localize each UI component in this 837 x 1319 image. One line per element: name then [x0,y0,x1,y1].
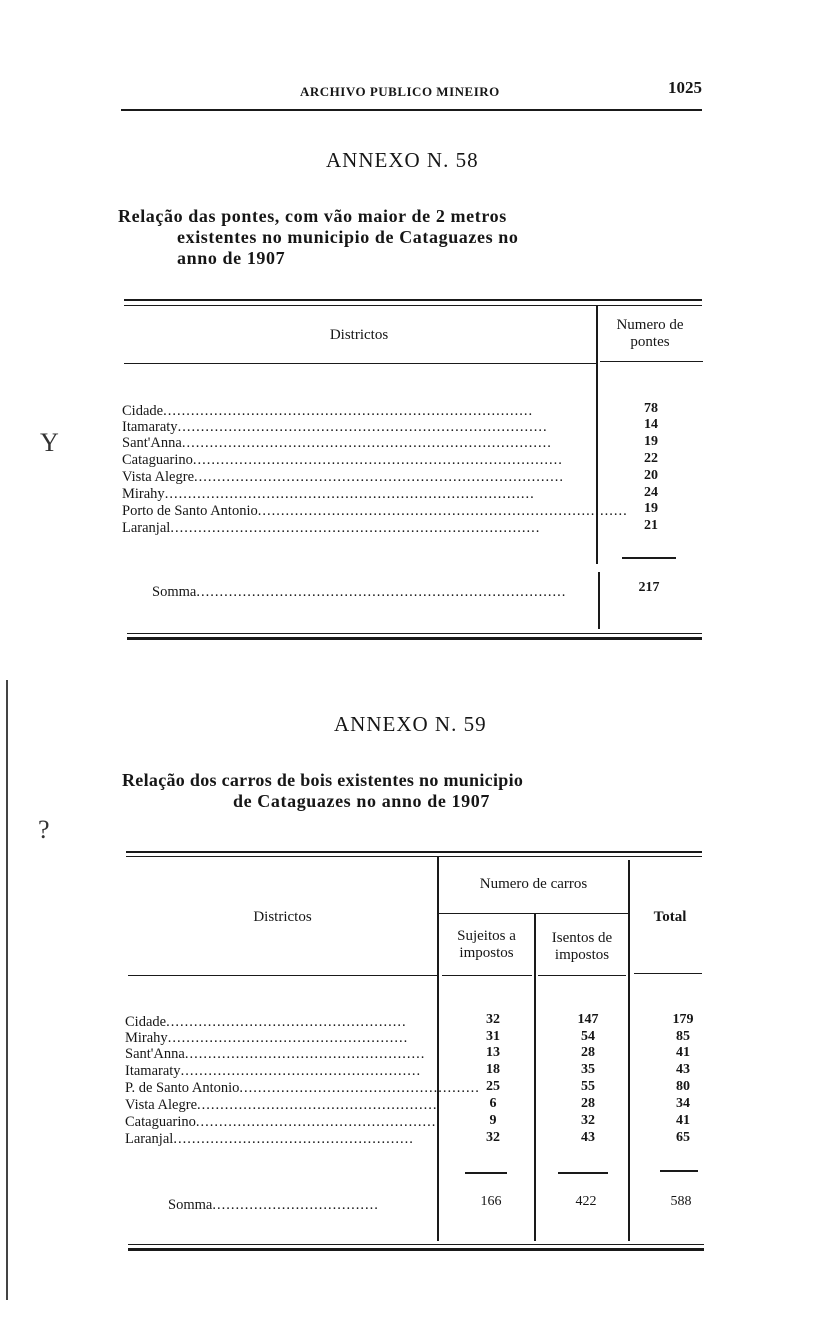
margin-mark-y: Y [40,428,59,457]
table59-total: 34 [676,1096,690,1111]
running-title: ARCHIVO PUBLICO MINEIRO [300,84,500,99]
table59-sum-taxed: 166 [480,1194,502,1209]
table59-exempt: 35 [581,1062,595,1077]
table59-header-rule [634,973,702,974]
table59-taxed: 13 [486,1045,500,1060]
table59-exempt: 28 [581,1045,595,1060]
table59-taxed: 32 [486,1012,500,1027]
table-row-district: Laranjal................................................................................ [122,520,541,536]
table59-total: 41 [676,1045,690,1060]
table59-total: 179 [672,1012,694,1027]
table59-column-divider [437,857,439,1241]
header-rule [121,109,702,111]
table59-sum-rule [558,1172,608,1174]
annex59-title: ANNEXO N. 59 [334,712,487,736]
table58-header-rule [600,361,703,362]
table58-value: 24 [644,485,658,500]
table59-exempt: 28 [581,1096,595,1111]
table-row-district: Itamaraty................................................................................ [122,419,548,435]
table-row-district: Mirahy................................................................................ [122,486,535,502]
table-row-district: Vista Alegre................................................................................ [122,469,565,485]
table58-header-count-line2: pontes [630,334,670,350]
table59-top-rule [126,856,702,857]
table58-bottom-rule [127,633,702,634]
table59-total: 80 [676,1079,690,1094]
annex58-caption-line: existentes no municipio de Cataguazes no [177,227,519,247]
table58-value: 19 [644,434,658,449]
table59-exempt: 43 [581,1130,595,1145]
margin-mark-squiggle: ? [38,815,50,844]
table-row-district: Mirahy.................................................... [125,1030,409,1046]
annex59-caption-line: Relação dos carros de bois existentes no municipio [122,770,524,790]
table-row-district: P. de Santo Antonio.................................................... [125,1080,480,1096]
table59-top-rule [126,851,702,853]
table59-taxed: 32 [486,1130,500,1145]
table59-total: 65 [676,1130,690,1145]
annex58-caption-line: Relação das pontes, com vão maior de 2 metros [118,206,507,226]
table59-sum-label: Somma.................................... [168,1197,379,1213]
table-row-district: Sant'Anna.................................................... [125,1046,426,1062]
table58-sum-label: Somma................................................................................ [152,584,567,600]
table-row-district: Cataguarino................................................................................ [122,452,563,468]
table59-header-exempt-line2: impostos [554,947,610,963]
annex58-caption-line: anno de 1907 [177,248,286,268]
table58-value: 14 [644,417,658,432]
table59-taxed: 9 [489,1113,497,1128]
table58-value: 78 [644,401,658,416]
annex59-caption-line: de Cataguazes no anno de 1907 [233,791,490,811]
table-row-district: Porto de Santo Antonio................................................................................ [122,503,628,519]
table58-value: 22 [644,451,658,466]
table59-exempt: 32 [581,1113,595,1128]
table58-column-divider [598,572,600,629]
table59-taxed: 25 [486,1079,500,1094]
table59-group-rule [439,913,628,914]
table-row-district: Sant'Anna................................................................................ [122,435,552,451]
table59-header-taxed-line1: Sujeitos a [457,928,516,944]
table59-sum-total: 588 [670,1194,692,1209]
table58-header-count [598,317,702,351]
table58-header-count-line1: Numero de [616,317,684,333]
page-number: 1025 [668,78,702,97]
table58-header-rule [124,363,596,364]
table58-bottom-rule [127,637,702,640]
table59-total: 85 [676,1029,690,1044]
table58-sum-value: 217 [638,580,660,595]
table-row-district: Cidade................................................................................ [122,403,534,419]
table59-header-taxed-line2: impostos [459,945,514,961]
table59-exempt: 147 [577,1012,599,1027]
table59-exempt: 54 [581,1029,595,1044]
table58-header-district: Districtos [329,327,389,343]
table59-bottom-rule [128,1248,704,1251]
table59-header-taxed [439,928,534,962]
table59-taxed: 18 [486,1062,500,1077]
table59-taxed: 6 [489,1096,497,1111]
table59-bottom-rule [128,1244,704,1245]
table59-header-rule [128,975,437,976]
table59-taxed: 31 [486,1029,500,1044]
table-row-district: Vista Alegre.................................................... [125,1097,438,1113]
table58-top-rule [124,299,702,301]
page-edge-shadow [6,680,8,1300]
table59-sum-exempt: 422 [575,1194,597,1209]
table59-header-group: Numero de carros [479,876,588,892]
table59-sum-rule [465,1172,507,1174]
table58-top-rule [124,305,702,306]
table59-header-rule [442,975,532,976]
annex58-title: ANNEXO N. 58 [326,148,479,172]
table59-header-exempt-line1: Isentos de [551,930,613,946]
table59-exempt: 55 [581,1079,595,1094]
table58-sum-rule [622,557,676,559]
table-row-district: Cidade.................................................... [125,1014,407,1030]
table59-header-rule [538,975,626,976]
table59-sum-rule [660,1170,698,1172]
table-row-district: Itamaraty.................................................... [125,1063,422,1079]
table-row-district: Cataguarino.................................................... [125,1114,437,1130]
table59-header-exempt [536,930,628,964]
table58-value: 19 [644,501,658,516]
table59-total: 41 [676,1113,690,1128]
table58-value: 20 [644,468,658,483]
table58-value: 21 [644,518,658,533]
table-row-district: Laranjal.................................................... [125,1131,414,1147]
table59-header-total: Total [653,909,687,925]
table59-total: 43 [676,1062,690,1077]
table59-header-district: Districtos [253,909,312,925]
